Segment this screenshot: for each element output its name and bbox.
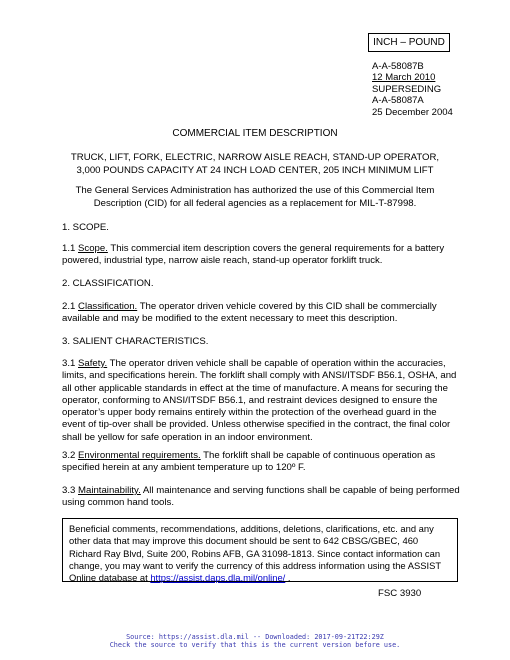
paragraph-text: The operator driven vehicle shall be capable of operation within the accuracies, limits, and specifications herein. The forklift shall comply with ANSI/ITSDF B56.1, OSHA, and all other applicable standards in effect at the time of manufacture. A means for securing the operator, conforming to ANSI/ITSDF B56.1, and restraint devices designed to ensure the operator’s upper body remains entirely within the protection of the overhead guard in the event of tip-over shall be provided. Unless otherwise specified in the contract, the final color shall be yellow for safe operation in an indoor environment.: [62, 358, 457, 443]
paragraph-2-1: [62, 301, 462, 326]
fsc-code: FSC 3930: [378, 588, 422, 599]
paragraph-number: 2.1: [62, 301, 79, 312]
document-title: COMMERCIAL ITEM DESCRIPTION: [172, 128, 338, 139]
section-3-heading: 3. SALIENT CHARACTERISTICS.: [62, 336, 209, 347]
paragraph-number: 3.2: [62, 450, 79, 461]
paragraph-text: This commercial item description covers the general requirements for a battery powered, industrial type, narrow aisle reach, stand-up operator forklift truck.: [62, 243, 445, 267]
paragraph-title: Classification.: [78, 301, 138, 312]
unit-label-box: INCH – POUND: [368, 33, 450, 52]
section-2-heading: 2. CLASSIFICATION.: [62, 278, 154, 289]
comments-notice-box: [62, 518, 458, 582]
paragraph-1-1: [62, 243, 462, 268]
authorization-statement: The General Services Administration has authorized the use of this Commercial Item Description (CID) for all federal agencies as a replacement for MIL-T-87998.: [75, 185, 435, 209]
paragraph-title: Maintainability.: [78, 485, 141, 496]
doc-date: 12 March 2010: [372, 72, 436, 84]
paragraph-title: Environmental requirements.: [78, 450, 201, 461]
paragraph-number: 3.1: [62, 358, 79, 369]
document-identification: [372, 61, 453, 118]
superseded-number: A-A-58087A: [372, 95, 424, 107]
notice-text: Beneficial comments, recommendations, additions, deletions, clarifications, etc. and any other data that may improve this document should be sent to 642 CBSG/GBEC, 460 Richard Ray Blvd, Suite 200, Robins AFB, GA 31098-1813. Since contact information can change, you may want to verify the currency of this address information using the ASSIST Online database at: [69, 523, 441, 584]
doc-number: A-A-58087B: [372, 61, 424, 72]
superseded-date: 25 December 2004: [372, 106, 453, 118]
paragraph-title: Safety.: [78, 358, 108, 369]
section-1-heading: 1. SCOPE.: [62, 222, 109, 233]
footer-source-line: Source: https://assist.dla.mil -- Downloaded: 2017-09-21T22:29Z: [126, 633, 384, 641]
notice-tail: .: [285, 572, 291, 584]
paragraph-text: The forklift shall be capable of continuous operation as specified herein at any ambient temperature up to 120º F.: [62, 450, 436, 474]
paragraph-3-2: [62, 450, 462, 475]
paragraph-text: All maintenance and serving functions shall be capable of being performed using common hand tools.: [62, 485, 460, 509]
paragraph-number: 3.3: [62, 485, 79, 496]
footer-verify-line: Check the source to verify that this is the current version before use.: [109, 641, 401, 649]
paragraph-number: 1.1: [62, 243, 79, 254]
paragraph-text: The operator driven vehicle covered by this CID shall be commercially available and may be modified to the extent necessary to meet this description.: [62, 301, 437, 325]
subtitle-line-1: TRUCK, LIFT, FORK, ELECTRIC, NARROW AISLE REACH, STAND-UP OPERATOR,: [70, 152, 440, 163]
paragraph-3-3: [62, 485, 462, 510]
paragraph-3-1: [62, 358, 462, 444]
superseding-label: SUPERSEDING: [372, 83, 442, 95]
subtitle-line-2: 3,000 POUNDS CAPACITY AT 24 INCH LOAD CENTER, 205 INCH MINIMUM LIFT: [76, 164, 434, 176]
assist-online-link[interactable]: https://assist.daps.dla.mil/online/: [150, 572, 286, 584]
document-subtitle: [40, 152, 470, 177]
paragraph-title: Scope.: [78, 243, 108, 254]
download-footer: [0, 633, 510, 649]
